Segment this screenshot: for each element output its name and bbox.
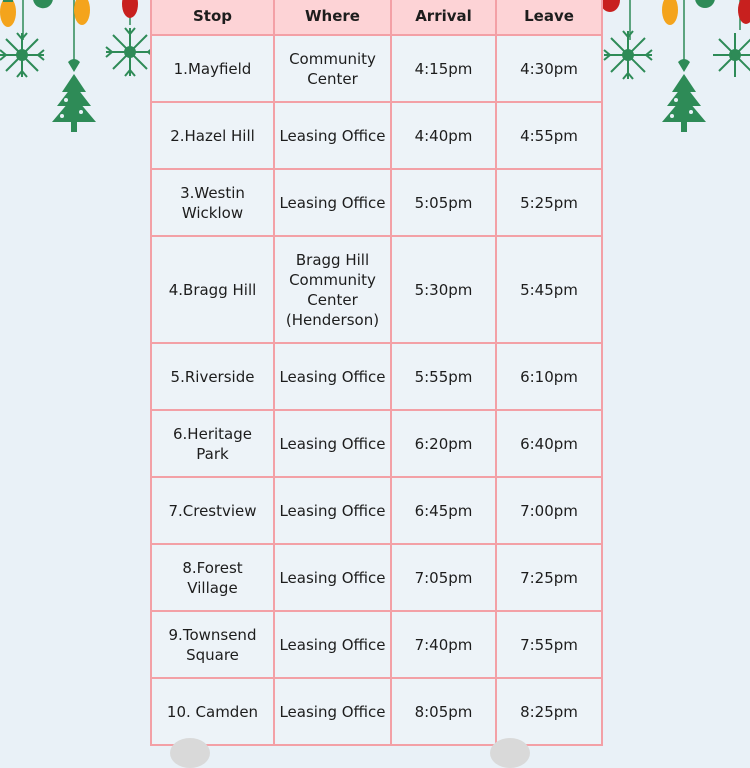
header-where: Where (274, 0, 391, 35)
header-stop: Stop (151, 0, 274, 35)
snowflake-icon (106, 28, 154, 76)
stop-cell: 5.Riverside (151, 343, 274, 410)
table-row (151, 477, 602, 544)
stop-cell: 8.Forest Village (151, 544, 274, 611)
table-row (151, 544, 602, 611)
table-row (151, 169, 602, 236)
where-cell: Leasing Office (274, 611, 391, 678)
table-header-row (151, 0, 602, 35)
stop-cell: 3.Westin Wicklow (151, 169, 274, 236)
light-bulb-icon (122, 0, 138, 18)
stop-cell: 1.Mayfield (151, 35, 274, 102)
right-holiday-decoration (600, 0, 750, 150)
light-bulb-icon (695, 0, 715, 8)
where-cell: Leasing Office (274, 343, 391, 410)
header-leave: Leave (496, 0, 602, 35)
arrival-cell: 7:40pm (391, 611, 496, 678)
table-row (151, 236, 602, 343)
christmas-tree-icon (662, 59, 706, 132)
arrival-cell: 5:55pm (391, 343, 496, 410)
light-bulb-icon (0, 0, 16, 27)
leave-cell: 7:25pm (496, 544, 602, 611)
arrival-cell: 5:05pm (391, 169, 496, 236)
christmas-tree-icon (52, 59, 96, 132)
light-bulb-icon (662, 0, 678, 25)
where-cell: Leasing Office (274, 102, 391, 169)
leave-cell: 8:25pm (496, 678, 602, 745)
stop-cell: 2.Hazel Hill (151, 102, 274, 169)
leave-cell: 5:25pm (496, 169, 602, 236)
stop-cell: 9.Townsend Square (151, 611, 274, 678)
where-cell: Community Center (274, 35, 391, 102)
light-bulb-icon (74, 0, 90, 25)
stop-cell: 10. Camden (151, 678, 274, 745)
stop-cell: 4.Bragg Hill (151, 236, 274, 343)
where-cell: Bragg Hill Community Center (Henderson) (274, 236, 391, 343)
leave-cell: 6:10pm (496, 343, 602, 410)
where-cell: Leasing Office (274, 477, 391, 544)
light-bulb-icon (600, 0, 620, 12)
snowflake-icon (604, 31, 652, 79)
arrival-cell: 6:20pm (391, 410, 496, 477)
stop-cell: 7.Crestview (151, 477, 274, 544)
table-row (151, 35, 602, 102)
light-bulb-icon (29, 0, 56, 12)
where-cell: Leasing Office (274, 410, 391, 477)
arrival-cell: 6:45pm (391, 477, 496, 544)
leave-cell: 7:00pm (496, 477, 602, 544)
decorative-shape (490, 738, 530, 768)
stop-cell: 6.Heritage Park (151, 410, 274, 477)
arrival-cell: 4:15pm (391, 35, 496, 102)
arrival-cell: 4:40pm (391, 102, 496, 169)
table-row (151, 611, 602, 678)
leave-cell: 6:40pm (496, 410, 602, 477)
table-row (151, 343, 602, 410)
left-holiday-decoration (0, 0, 160, 150)
table-row (151, 678, 602, 745)
table-row (151, 410, 602, 477)
where-cell: Leasing Office (274, 678, 391, 745)
arrival-cell: 7:05pm (391, 544, 496, 611)
leave-cell: 5:45pm (496, 236, 602, 343)
leave-cell: 4:30pm (496, 35, 602, 102)
where-cell: Leasing Office (274, 544, 391, 611)
bus-stop-schedule-table (150, 0, 603, 746)
header-arrival: Arrival (391, 0, 496, 35)
where-cell: Leasing Office (274, 169, 391, 236)
decorative-shape (170, 738, 210, 768)
arrival-cell: 5:30pm (391, 236, 496, 343)
leave-cell: 7:55pm (496, 611, 602, 678)
snowflake-icon (713, 33, 750, 77)
arrival-cell: 8:05pm (391, 678, 496, 745)
leave-cell: 4:55pm (496, 102, 602, 169)
snowflake-icon (0, 33, 44, 77)
table-row (151, 102, 602, 169)
